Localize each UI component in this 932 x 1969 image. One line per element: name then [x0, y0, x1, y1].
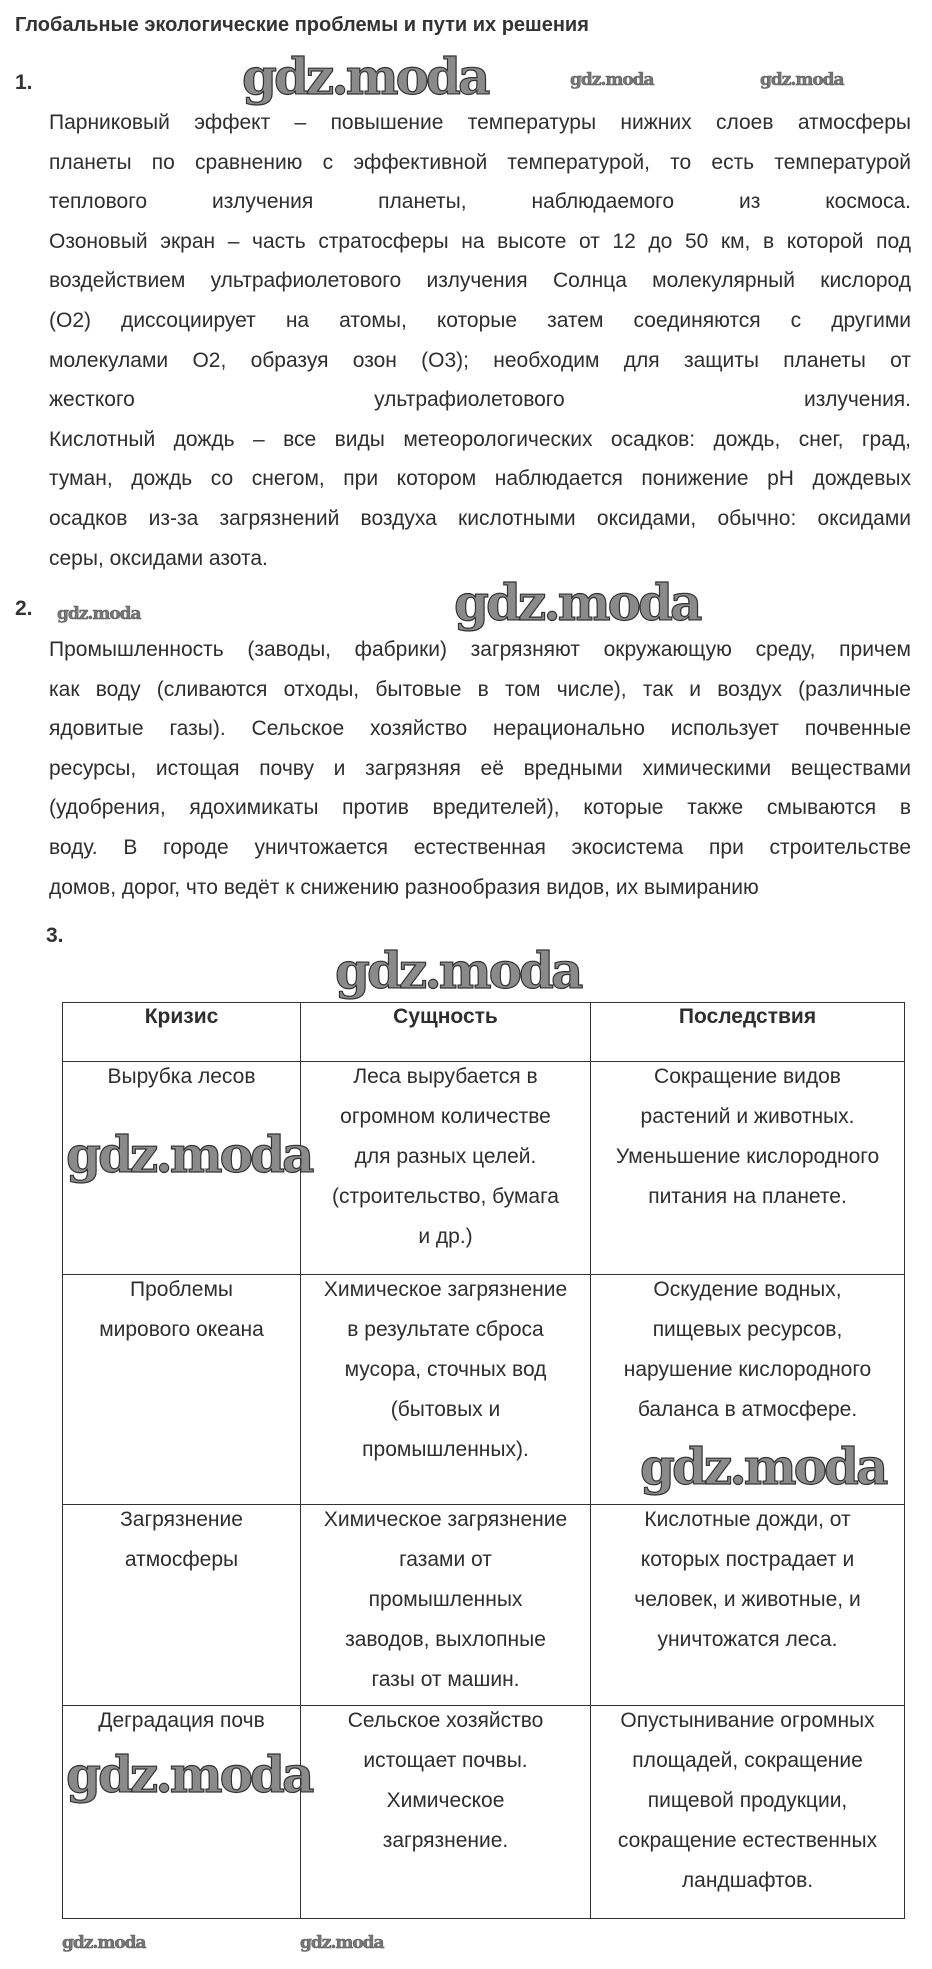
watermark-logo: gdz.moda: [57, 604, 141, 624]
cell-line: Химическое загрязнение: [323, 1508, 568, 1531]
text-line: ресурсы, истощая почву и загрязняя её вредными химическими веществами: [49, 756, 911, 780]
cell-line: Оскудение водных,: [653, 1278, 842, 1301]
text-line: туман, дождь со снегом, при котором наблюдается понижение pH дождевых: [49, 467, 911, 491]
cell-line: Химическое загрязнение: [323, 1278, 568, 1301]
section-2-text: [49, 630, 911, 907]
text-line: как воду (сливаются отходы, бытовые в том числе), так и воздух (различные: [49, 677, 911, 701]
cell-line: газы от машин.: [371, 1668, 520, 1691]
page-title: Глобальные экологические проблемы и пути их решения: [15, 14, 589, 36]
cell-line: Сокращение видов: [654, 1065, 841, 1088]
cell-crisis: [63, 1505, 301, 1706]
cell-line: Леса вырубается в: [353, 1065, 538, 1088]
cell-line: Кислотные дожди, от: [644, 1508, 851, 1531]
section-3-number: 3.: [46, 924, 64, 947]
text-line: домов, дорог, что ведёт к снижению разнообразия видов, их вымиранию: [49, 875, 759, 899]
cell-essence: [301, 1275, 591, 1505]
cell-line: в результате сброса: [347, 1318, 544, 1341]
cell-essence: [301, 1505, 591, 1706]
watermark-logo: gdz.moda: [62, 1933, 146, 1953]
text-line: серы, оксидами азота.: [49, 546, 268, 570]
watermark-logo: gdz.moda: [66, 1745, 312, 1804]
table-row: [63, 1706, 905, 1919]
watermark-logo: gdz.moda: [454, 573, 700, 632]
text-line: ядовитые газы). Сельское хозяйство нерационально использует почвенные: [49, 717, 911, 741]
text-line: планеты по сравнению с эффективной температурой, то есть температурой: [49, 150, 911, 174]
cell-line: сокращение естественных: [617, 1829, 878, 1852]
cell-consequences: [591, 1275, 905, 1505]
cell-crisis: [63, 1275, 301, 1505]
table-row: [63, 1062, 905, 1275]
cell-consequences: [591, 1706, 905, 1919]
cell-line: мусора, сточных вод: [344, 1358, 547, 1381]
cell-line: которых пострадает и: [640, 1548, 855, 1571]
cell-line: площадей, сокращение: [632, 1749, 863, 1772]
cell-consequences: [591, 1062, 905, 1275]
cell-line: Вырубка лесов: [107, 1065, 256, 1088]
header-crisis: Кризис: [63, 1003, 301, 1062]
cell-line: и др.): [418, 1225, 473, 1248]
text-line: Кислотный дождь – все виды метеорологических осадков: дождь, снег, град,: [49, 427, 911, 451]
text-line: Озоновый экран – часть стратосферы на высоте от 12 до 50 км, в которой под: [49, 229, 911, 253]
text-line: молекулами O2, образуя озон (O3); необходим для защиты планеты от: [49, 348, 911, 372]
cell-line: пищевой продукции,: [647, 1789, 848, 1812]
cell-line: (бытовых и: [390, 1398, 501, 1421]
cell-line: нарушение кислородного: [623, 1358, 872, 1381]
cell-line: для разных целей.: [354, 1145, 537, 1168]
header-essence: Сущность: [301, 1003, 591, 1062]
cell-essence: [301, 1062, 591, 1275]
watermark-logo: gdz.moda: [640, 1437, 886, 1496]
text-line: осадков из-за загрязнений воздуха кислотными оксидами, обычно: оксидами: [49, 506, 911, 530]
cell-crisis: [63, 1706, 301, 1919]
cell-line: Уменьшение кислородного: [615, 1145, 880, 1168]
cell-line: Химическое: [386, 1789, 505, 1812]
text-line: теплового излучения планеты, наблюдаемого из космоса.: [49, 190, 911, 214]
section-1-number: 1.: [15, 71, 33, 94]
cell-line: мирового океана: [99, 1318, 264, 1341]
cell-line: газами от: [399, 1548, 492, 1571]
table-row: [63, 1275, 905, 1505]
cell-line: ландшафтов.: [681, 1869, 814, 1892]
cell-line: огромном количестве: [340, 1105, 551, 1128]
section-1-text: [49, 103, 911, 578]
watermark-logo: gdz.moda: [66, 1125, 312, 1184]
cell-line: Проблемы: [129, 1278, 233, 1301]
cell-line: баланса в атмосфере.: [637, 1398, 858, 1421]
watermark-logo: gdz.moda: [242, 47, 488, 106]
cell-line: загрязнение.: [382, 1829, 509, 1852]
cell-essence: [301, 1706, 591, 1919]
cell-line: Деградация почв: [98, 1709, 265, 1732]
text-line: воду. В городе уничтожается естественная экосистема при строительстве: [49, 835, 911, 859]
cell-line: Опустынивание огромных: [620, 1709, 875, 1732]
cell-line: питания на планете.: [648, 1185, 847, 1208]
text-line: (удобрения, ядохимикаты против вредителей), которые также смываются в: [49, 796, 911, 820]
table-header-row: [63, 1003, 905, 1062]
text-line: (O2) диссоциирует на атомы, которые затем соединяются с другими: [49, 308, 911, 332]
cell-line: промышленных).: [362, 1438, 529, 1461]
table-row: [63, 1505, 905, 1706]
cell-line: атмосферы: [124, 1548, 239, 1571]
cell-line: Загрязнение: [120, 1508, 243, 1531]
cell-line: промышленных: [368, 1588, 523, 1611]
header-consequences: Последствия: [591, 1003, 905, 1062]
text-line: воздействием ультрафиолетового излучения Солнца молекулярный кислород: [49, 269, 911, 293]
cell-line: уничтожатся леса.: [657, 1628, 838, 1651]
cell-line: истощает почвы.: [363, 1749, 528, 1772]
cell-consequences: [591, 1505, 905, 1706]
text-line: Промышленность (заводы, фабрики) загрязняют окружающую среду, причем: [49, 638, 911, 661]
cell-line: пищевых ресурсов,: [652, 1318, 843, 1341]
text-line: жесткого ультрафиолетового излучения.: [49, 388, 911, 412]
cell-line: заводов, выхлопные: [345, 1628, 546, 1651]
cell-line: Сельское хозяйство: [347, 1709, 544, 1732]
watermark-logo: gdz.moda: [570, 70, 654, 90]
section-2-number: 2.: [15, 597, 33, 620]
cell-line: человек, и животные, и: [634, 1588, 861, 1611]
watermark-logo: gdz.moda: [335, 941, 581, 1000]
cell-line: (строительство, бумага: [332, 1185, 559, 1208]
ecological-crises-table: [62, 1002, 905, 1919]
text-line: Парниковый эффект – повышение температуры нижних слоев атмосферы: [49, 111, 911, 134]
cell-line: растений и животных.: [640, 1105, 855, 1128]
watermark-logo: gdz.moda: [760, 70, 844, 90]
watermark-logo: gdz.moda: [300, 1933, 384, 1953]
cell-crisis: [63, 1062, 301, 1275]
